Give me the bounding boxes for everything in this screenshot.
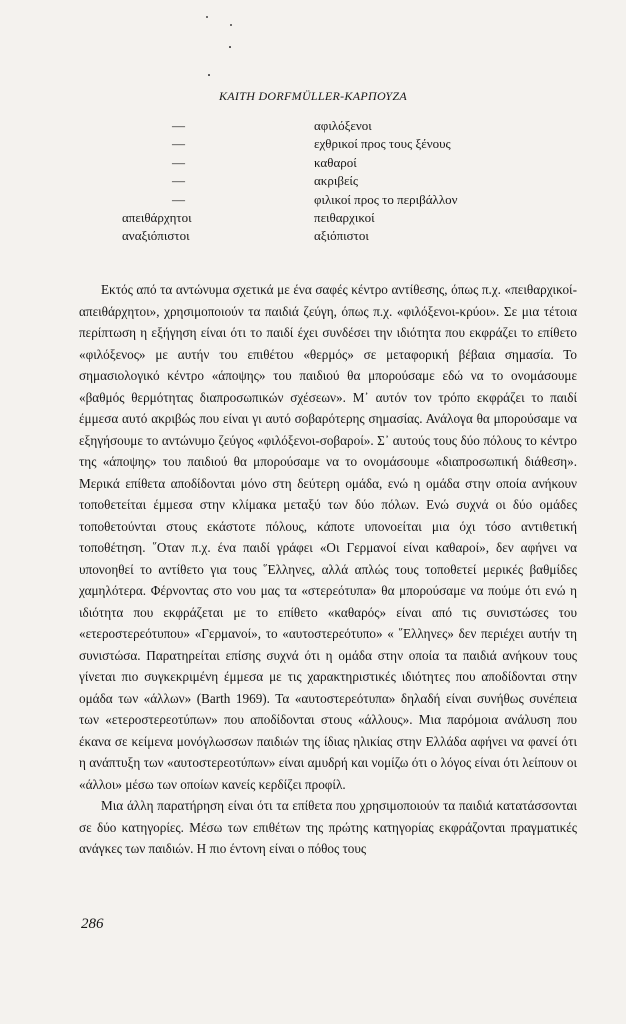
pair-left-cell: — bbox=[172, 136, 185, 152]
pair-right-cell: ακριβείς bbox=[314, 173, 359, 189]
adjective-pair-row bbox=[0, 135, 626, 153]
pair-right-cell: εχθρικοί προς τους ξένους bbox=[314, 136, 451, 152]
adjective-pair-row bbox=[0, 154, 626, 172]
pair-left-cell: αναξιόπιστοι bbox=[122, 228, 190, 244]
adjective-pairs-table bbox=[0, 117, 626, 246]
pair-right-cell: καθαροί bbox=[314, 154, 357, 170]
pair-right-cell: φιλικοί προς το περιβάλλον bbox=[314, 191, 458, 207]
scan-speck bbox=[206, 16, 208, 18]
body-paragraph: Εκτός από τα αντώνυμα σχετικά με ένα σαφές κέντρο αντίθεσης, όπως π.χ. «πειθαρχικοί-απειθάρχητοι», χρησιμοποιούν τα παιδιά ζεύγη, όπως π.χ. «φιλόξενοι-κρύοι». Σε μια τέτοια περίπτωση η εξήγηση είναι ότι το παιδί έχει συνδέσει την ιδιότητα που εκφράζει το επίθετο «φιλόξενος» με αυτήν του επιθέτου «θερμός» σε μεταφορική βέβαια σημασία. Το σημασιολογικό κέντρο «άποψης» του παιδιού θα μπορούσαμε εδώ να το ονομάσουμε «βαθμός θερμότητας διαπροσωπικών σχέσεων». Μ᾽ αυτόν τον τρόπο εκφράζει το παιδί έμμεσα αυτό ακριβώς που είναι γι αυτό σοβαρότερης σημασίας. Ανάλογα θα μπορούσαμε να εξηγήσουμε το αντώνυμο ζεύγος «φιλόξενοι-σοβαροί». Σ᾽ αυτούς τους δύο πόλους το κέντρο της «άποψης» του παιδιού θα μπορούσαμε να το ονομάσουμε «διαπροσωπική διάθεση». Μερικά επίθετα αποδίδονται μόνο στη δεύτερη ομάδα, ενώ η ομάδα στην οποία ανήκουν τοποθετείται έμμεσα στην κλίμακα μεταξύ των δύο πόλων. Ενώ συχνά οι δύο ομάδες τοποθετούνται στους εκάστοτε πόλους, κάποτε υπονοείται μια όχι τόσο αντιθετική τοποθέτηση. ῞Οταν π.χ. ένα παιδί γράφει «Οι Γερμανοί είναι καθαροί», δεν αφήνει να υπονοηθεί το αντίθετο για τους ῞Ελληνες, αλλά απλώς τους τοποθετεί μερικές βαθμίδες χαμηλότερα. Φέρνοντας στο νου μας τα «στερεότυπα» θα μπορούσαμε να πούμε ότι ενώ η ιδιότητα που εκφράζεται με το επίθετο «καθαρός» είναι από τις συνιστώσες του «ετεροστερεότυπου» «Γερμανοί», το «αυτοστερεότυπο» « ῞Ελληνες» δεν περιέχει αυτήν τη συνιστώσα. Παρατηρείται επίσης συχνά ότι η ομάδα στην οποία τα παιδιά ανήκουν τους γίνεται πιο συγκεκριμένη έμμεσα με τις χαρακτηριστικές ιδιότητες που αποδίδονται στην ομάδα των «άλλων» (Barth 1969). Τα «αυτοστερεότυπα» δηλαδή είναι συνήθως συνέπεια των «ετεροστερεοτύπων» που αποδίδονται στους «άλλους». Μια παρόμοια ανάλυση που έκανα σε κείμενα μονόγλωσσων παιδιών της ίδιας ηλικίας στην Ελλάδα αφήνει να φανεί ότι η ανάπτυξη των «αυτοστερεοτύπων» είναι αμυδρή και νομίζω ότι ο λόγος είναι ότι λείπουν οι «άλλοι» μέσω των οποίων κανείς κερδίζει προφίλ. bbox=[79, 282, 577, 792]
running-header: KAITH DORFMÜLLER-ΚΑΡΠΟΥΖΑ bbox=[218, 89, 407, 103]
adjective-pair-row bbox=[0, 117, 626, 135]
scan-speck bbox=[208, 74, 210, 76]
pair-right-cell: αφιλόξενοι bbox=[314, 118, 372, 133]
pair-left-cell: — bbox=[172, 118, 185, 133]
pair-left-cell: απειθάρχητοι bbox=[122, 209, 192, 225]
adjective-pair-row bbox=[0, 209, 626, 227]
pair-left-cell: — bbox=[172, 173, 185, 189]
page-number: 286 bbox=[81, 916, 104, 932]
scan-speck bbox=[229, 46, 231, 48]
scan-speck bbox=[230, 24, 232, 26]
pair-right-cell: πειθαρχικοί bbox=[314, 209, 375, 225]
pair-left-cell: — bbox=[172, 154, 185, 170]
pair-left-cell: — bbox=[172, 191, 185, 207]
adjective-pair-row bbox=[0, 191, 626, 209]
adjective-pair-row bbox=[0, 227, 626, 245]
adjective-pair-row bbox=[0, 172, 626, 190]
pair-right-cell: αξιόπιστοι bbox=[314, 228, 369, 244]
body-paragraph: Μια άλλη παρατήρηση είναι ότι τα επίθετα που χρησιμοποιούν τα παιδιά κατατάσσονται σε δύο κατηγορίες. Μέσω των επιθέτων της πρώτης κατηγορίας εκφράζονται πραγματικές ανάγκες των παιδιών. Η πιο έντονη είναι ο πόθος τους bbox=[79, 798, 577, 856]
body-text bbox=[79, 279, 577, 860]
